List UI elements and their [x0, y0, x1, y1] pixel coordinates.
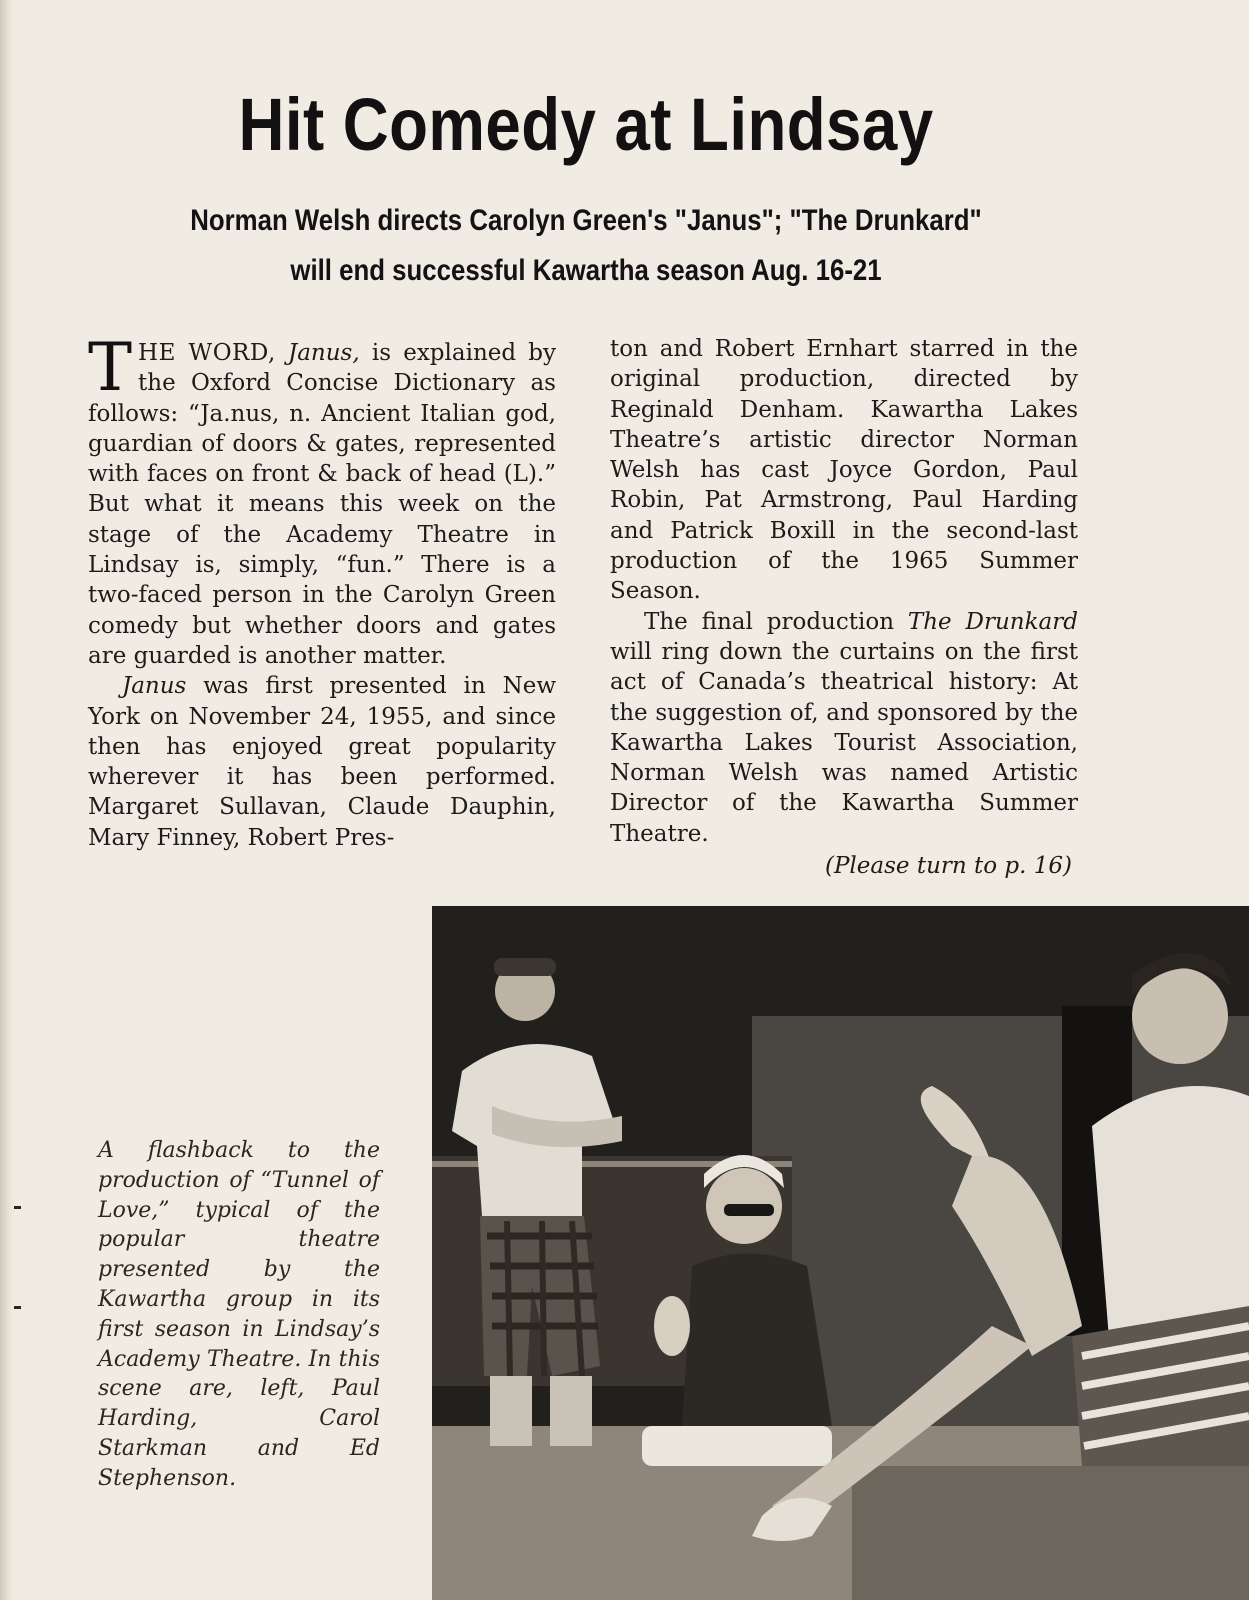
lead-in-caps: HE WORD, — [138, 340, 276, 366]
edge-mark — [14, 1306, 21, 1309]
paragraph-4 — [610, 607, 1078, 849]
edge-mark — [14, 1206, 21, 1209]
title-the-drunkard: The Drunkard — [907, 608, 1078, 635]
title-janus: Janus, — [288, 340, 360, 366]
paragraph-4-lead: The final production — [644, 608, 895, 635]
paragraph-4-text: will ring down the curtains on the first act of Canada’s theatrical history: At the suggestion of, and sponsored by the Kawartha Lakes Tourist Association, Norman Welsh was named Artistic Director of the Kawartha Summer Theatre. — [610, 638, 1078, 847]
paragraph-1 — [88, 329, 556, 671]
left-column — [88, 329, 557, 853]
subheadline-line-1: Norman Welsh directs Carolyn Green's "Janus"; "The Drunkard" — [190, 204, 982, 237]
paragraph-2-text: was first presented in New York on November 24, 1955, and since then has enjoyed great popularity wherever it has been performed. Margaret Sullavan, Claude Dauphin, Mary Finney, Robert Pres- — [88, 673, 557, 851]
page-edge — [0, 0, 16, 1600]
photo-caption: A flashback to the production of “Tunnel of Love,” typical of the popular theatre presented by the Kawartha group in its first season in Lindsay’s Academy Theatre. In this scene are, left, Paul Harding, Carol Starkman and Ed Stephenson. — [98, 1138, 380, 1491]
paragraph-1-text: is explained by the Oxford Concise Dictionary as follows: “Ja.nus, n. Ancient Italian god, guardian of doors & gates, represented with faces on front & back of head (L).” But what it means this week on the stage of the Academy Theatre in Lindsay is, simply, “fun.” There is a two-faced person in the Carolyn Green comedy but whether doors and gates are guarded is another matter. — [88, 340, 556, 669]
continued-note: (Please turn to p. 16) — [824, 853, 1072, 880]
title-janus-2: Janus — [122, 673, 187, 700]
stage-photo — [432, 906, 1249, 1600]
paragraph-2 — [88, 671, 556, 853]
drop-cap: T — [88, 329, 133, 406]
subheadline — [82, 196, 1090, 296]
stage-photo-illustration — [432, 906, 1249, 1600]
paragraph-3: ton and Robert Ernhart starred in the original production, directed by Reginald Denham. Kawartha Lakes Theatre’s artistic director Norman Welsh has cast Joyce Gordon, Paul Robin, Pat Armstrong, Paul Harding and Patrick Boxill in the second-last production of the 1965 Summer Season. — [610, 336, 1078, 605]
right-column — [610, 334, 1078, 881]
subheadline-line-2: will end successful Kawartha season Aug. 16-21 — [290, 254, 882, 287]
headline: Hit Comedy at Lindsay — [238, 83, 934, 166]
